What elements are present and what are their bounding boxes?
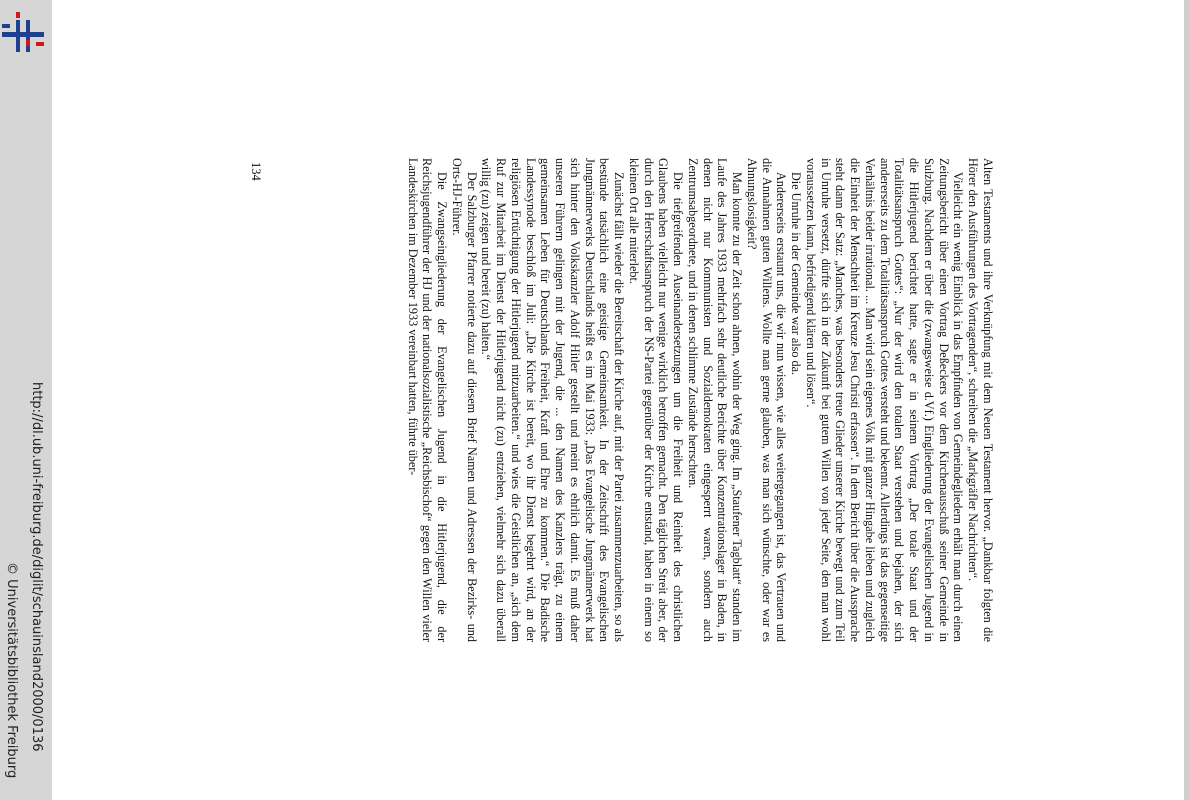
paragraph: Alten Testaments und ihre Verknüpfung mit dem Neuen Testament hervor. „Dankbar folgten die Hörer den Ausführungen des Vortragenden“, schreiben die „Markgräfler Nachrichten“. [966,158,995,642]
paragraph: Die Unruhe in der Gemeinde war also da. [789,172,804,376]
sidebar [0,0,52,800]
document-url[interactable]: http://dl.ub.uni-freiburg.de/diglit/schauinsland2000/0136 [29,382,44,752]
page-text [255,158,995,642]
paragraph: Die tiefgreifenden Auseinandersetzungen um die Freiheit und Reinheit des christlichen Glaubens haben vielleicht nur wenige wirklich betroffen gemacht. Den täglichen Streit aber, der durch den Herrschaftsanspruch der NS-Partei gegenüber der Kirche entstand, haben in einem so kleinen Ort alle miterlebt. [627,158,686,642]
university-library-logo-icon [2,12,44,52]
paragraph: Andererseits erstaunt uns, die wir nun wissen, wie alles weitergegangen ist, das Vertrauen und die Annahmen guten Willens. Wollte man gerne glauben, was man sich wünschte, oder war es Ahnungslosigkeit? [745,158,789,642]
page-number: 134 [249,162,263,181]
paragraph: Der Salzburger Pfarrer notierte dazu auf diesem Brief Namen und Adressen der Bezirks- und Orts-HJ-Führer. [450,158,479,642]
copyright-notice: © Universitätsbibliothek Freiburg [4,562,19,779]
paragraph: Vielleicht ein wenig Einblick in das Empfinden von Gemeindegliedern erhält man durch einen Zeitungsbericht über einen Vortrag Deßeckers vor dem Kirchenausschuß seiner Gemeinde in Sulzburg. Nachdem er über die (zwangsweise d.Vf.) Eingliederung der Evangelischen Jugend in die Hitlerjugend berichtet hatte, sagte er in seinem Vortrag „Der totale Staat und der Totalitätsanspruch Gottes“: „Nur der wird den totalen Staat verstehen und bejahen, der sich andererseits zu dem Totalitätsanspruch Gottes versteht und bekennt. Allerdings ist das gegenseitige Verhältnis beider irrational. ... Man wird sein eigenes Volk mit ganzer Hingabe lieben und zugleich die Einheit der Menschheit im Kreuze Jesu Christi erfassen“. In dem Bericht über die Aussprache steht dann der Satz: „Manches, was besonders treue Glieder unserer Kirche bewegt und zum Teil in Unruhe versetzt, dürfte sich in der Zukunft bei gutem Willen von jeder Seite, den man wohl voraussetzen kann, befriedigend klären und lösen“. [804,158,966,642]
paragraph: Man konnte zu der Zeit schon ahnen, wohin der Weg ging. Im „Staufener Tagblatt“ standen im Laufe des Jahres 1933 mehrfach sehr deutliche Berichte über Konzentrationslager in Baden, in denen nicht nur Kommunisten und Sozialdemokraten eingesperrt waren, sondern auch Zentrumsabgeordnete, und in denen schlimme Zustände herrschten. [686,158,745,642]
scrollbar[interactable] [1184,0,1189,800]
paragraph: Zunächst fällt wieder die Bereitschaft der Kirche auf, mit der Partei zusammenzuarbeiten, so als bestünde tatsächlich eine geistige Gemeinsamkeit. In der Zeitschrift des Evangelischen Jungmännerwerks Deutschlands heißt es im Mai 1933: „Das Evangelische Jungmännerwerk hat sich hinter den Volkskanzler Adolf Hitler gestellt und meint es ehrlich damit. Es muß daher unseren Führern gelingen mit der Jugend, die ... den Namen des Kanzlers trägt, zu einem gemeinsamen Leben für Deutschlands Freiheit, Kraft und Ehre zu kommen.“ Die Badische Landessynode beschloß im Juli: „Die Kirche ist bereit, wo ihr Dienst begehrt wird, an der religiösen Ertüchtigung der Hitlerjugend mitzuarbeiten.“ und wies die Geistlichen an, „sich dem Ruf zur Mitarbeit im Dienst der Hitlerjugend nicht (zu) entziehen, vielmehr sich dazu überall willig (zu) zeigen und bereit (zu) halten.“ [479,158,627,642]
paragraph: Die Zwangseingliederung der Evangelischen Jugend in die Hitlerjugend, die der Reichsjugendführer der HJ und der nationalsozialistische „Reichsbischof“ gegen den Willen vieler Landeskirchen im Dezember 1933 vereinbart hatten, führte über- [405,158,450,642]
